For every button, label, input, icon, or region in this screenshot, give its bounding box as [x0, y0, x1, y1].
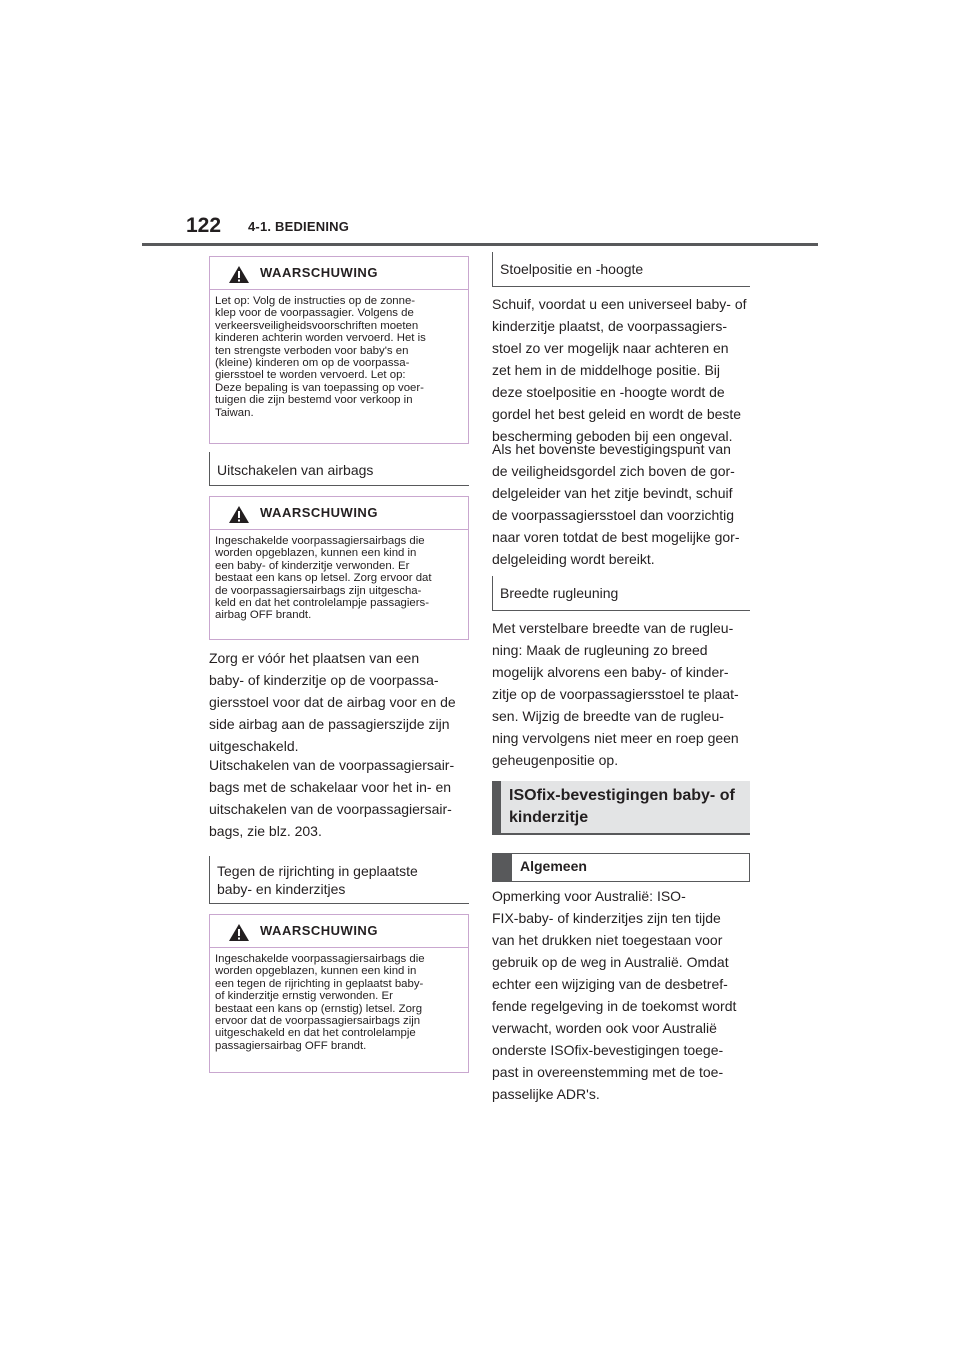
text-line: FIX-baby- of kinderzitjes zijn ten tijde: [492, 910, 721, 926]
text-line: de veiligheidsgordel zich boven de gor-: [492, 463, 735, 479]
text-line: Als het bovenste bevestigingspunt van: [492, 441, 731, 457]
text-line: gebruik op de weg in Australië. Omdat: [492, 954, 729, 970]
text-line: bags met de schakelaar voor het in- en: [209, 779, 452, 795]
text-line: bestaat een kans op (ernstig) letsel. Zorg: [215, 1002, 423, 1015]
text-line: de voorpassagiersstoel dan voorzichtig: [492, 507, 735, 523]
text-line: geheugenpositie op.: [492, 752, 619, 768]
text-line: Schuif, voordat u een universeel baby- of: [492, 296, 747, 312]
text-line: verkeersveiligheidsvoorschriften moeten: [215, 319, 419, 332]
text-line: of kinderzitje ernstig verwonden. Er: [215, 990, 393, 1003]
text-line: keld en dat het controlelampje passagiers-: [215, 597, 430, 610]
text-line: Ingeschakelde voorpassagiersairbags die: [215, 953, 425, 965]
warning-triangle-icon: [228, 923, 250, 942]
subheading-backrest-width: [492, 576, 750, 611]
text-line: naar voren totdat de best mogelijke gor-: [492, 529, 740, 545]
text-line: kinderzitje plaatst, de voorpassagiers-: [492, 318, 728, 334]
text-line: delgeleider van het zitje bevindt, schuif: [492, 485, 733, 501]
warning-text: [210, 948, 468, 1060]
subheading-text: Stoelpositie en -hoogte: [500, 261, 644, 277]
text-line: uitgeschakeld en dat het controlelampje: [215, 1027, 416, 1040]
text-line: baby- of kinderzitje op de voorpassa-: [209, 672, 439, 688]
text-line: de voorpassagiersairbags zijn uitgescha-: [215, 584, 422, 597]
section-heading-isofix: [492, 781, 750, 833]
text-line: giersstoel te worden vervoerd. Let op:: [215, 369, 406, 382]
text-line: verwacht, worden ook voor Australië: [492, 1020, 717, 1036]
header-rule: [142, 243, 818, 246]
text-line: klep voor de voorpassagier. Volgens de: [215, 307, 414, 320]
text-line: Deze bepaling is van toepassing op voer-: [215, 381, 424, 394]
paragraph-belt-guide: [492, 438, 754, 570]
text-line: ning: Maak de rugleuning zo breed: [492, 642, 708, 658]
text-line: stoel zo ver mogelijk naar achteren en: [492, 340, 729, 356]
paragraph-seat-position: [492, 293, 754, 447]
text-line: uitschakelen van de voorpassagiersair-: [209, 801, 452, 817]
text-line: Let op: Volg de instructies op de zonne-: [215, 295, 416, 307]
text-line: een tegen de rijrichting in geplaatst baby-: [215, 977, 424, 990]
text-line: Taiwan.: [215, 406, 254, 419]
text-line: side airbag aan de passagierszijde zijn: [209, 716, 450, 732]
text-line: Met verstelbare breedte van de rugleu-: [492, 620, 734, 636]
text-line: fende regelgeving in de toekomst wordt: [492, 998, 737, 1014]
warning-box-1: [209, 256, 469, 444]
subheading-airbags: [209, 452, 469, 486]
section-heading-text: [509, 785, 739, 829]
text-line: ervoor dat de voorpassagiersairbags zijn: [215, 1015, 421, 1028]
subsection-heading-text: Algemeen: [520, 858, 587, 874]
warning-triangle-icon: [228, 505, 250, 524]
text-line: mogelijk alvorens een baby- of kinder-: [492, 664, 729, 680]
text-line: Uitschakelen van de voorpassagiersair-: [209, 757, 455, 773]
subheading-text: baby- en kinderzitjes: [217, 881, 346, 897]
text-line: delgeleiding wordt bereikt.: [492, 551, 655, 567]
text-line: bestaat een kans op letsel. Zorg ervoor dat: [215, 572, 432, 585]
warning-title: WAARSCHUWING: [260, 265, 378, 280]
warning-header: [210, 915, 468, 948]
text-line: Ingeschakelde voorpassagiersairbags die: [215, 535, 425, 547]
text-line: zitje op de voorpassagiersstoel te plaat-: [492, 686, 739, 702]
text-line: tuigen die zijn bestemd voor verkoop in: [215, 394, 413, 407]
paragraph-airbag-off: [209, 647, 471, 757]
text-line: kinderen achterin worden vervoerd. Het is: [215, 332, 426, 345]
subheading-text: Breedte rugleuning: [500, 585, 619, 601]
text-line: bescherming geboden bij een ongeval.: [492, 428, 733, 444]
text-line: zet hem in de middelhoge positie. Bij: [492, 362, 721, 378]
subheading-seat-position: [492, 252, 750, 287]
text-line: Opmerking voor Australië: ISO-: [492, 888, 686, 904]
text-line: bags, zie blz. 203.: [209, 823, 322, 839]
text-line: Zorg er vóór het plaatsen van een: [209, 650, 420, 666]
text-line: ning vervolgens niet meer en roep geen: [492, 730, 739, 746]
text-line: echter een wijziging van de desbetref-: [492, 976, 728, 992]
subheading-rear-facing: [209, 856, 469, 904]
text-line: sen. Wijzig de breedte van de rugleu-: [492, 708, 724, 724]
warning-title: WAARSCHUWING: [260, 923, 378, 938]
text-line: passelijke ADR's.: [492, 1086, 600, 1102]
subsection-heading-general: [492, 853, 750, 882]
warning-header: [210, 257, 468, 290]
subheading-text: Uitschakelen van airbags: [217, 462, 374, 478]
warning-text: [210, 290, 468, 427]
text-line: passagiersairbag OFF brandt.: [215, 1039, 367, 1052]
warning-triangle-icon: [228, 265, 250, 284]
text-line: uitgeschakeld.: [209, 738, 299, 754]
warning-title: WAARSCHUWING: [260, 505, 378, 520]
subheading-text: Tegen de rijrichting in geplaatste: [217, 863, 418, 879]
warning-text: [210, 530, 468, 630]
text-line: een baby- of kinderzitje verwonden. Er: [215, 559, 410, 572]
chapter-title: 4-1. BEDIENING: [248, 219, 350, 234]
paragraph-backrest-width: [492, 617, 754, 771]
text-line: worden opgeblazen, kunnen een kind in: [215, 547, 417, 560]
text-line: onderste ISOfix-bevestigingen toege-: [492, 1042, 724, 1058]
text-line: ten strengste verboden voor baby's en: [215, 344, 409, 357]
text-line: giersstoel voor dat de airbag voor en de: [209, 694, 456, 710]
text-line: past in overeenstemming met de toe-: [492, 1064, 724, 1080]
text-line: gordel het best geleid en wordt de beste: [492, 406, 742, 422]
paragraph-australia: [492, 885, 754, 1105]
text-line: van het drukken niet toegestaan voor: [492, 932, 723, 948]
text-line: worden opgeblazen, kunnen een kind in: [215, 965, 417, 978]
warning-box-3: [209, 914, 469, 1073]
text-line: (kleine) kinderen om op de voorpassa-: [215, 357, 410, 370]
text-line: kinderzitje: [509, 809, 589, 826]
text-line: ISOfix-bevestigingen baby- of: [509, 787, 735, 804]
warning-box-2: [209, 496, 469, 640]
text-line: deze stoelpositie en -hoogte wordt de: [492, 384, 725, 400]
warning-header: [210, 497, 468, 530]
text-line: airbag OFF brandt.: [215, 609, 312, 622]
paragraph-switch-reference: [209, 754, 471, 842]
page-number: 122: [186, 214, 222, 237]
